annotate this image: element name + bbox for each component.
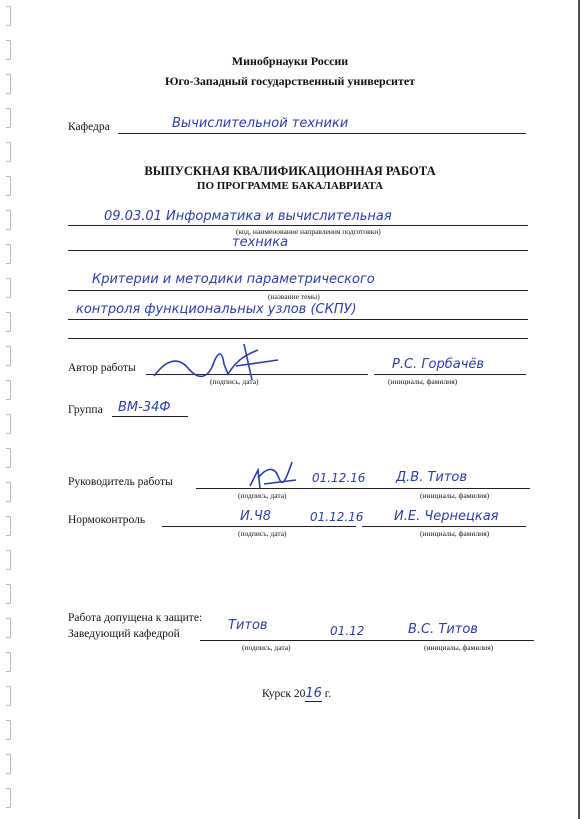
head-line: [200, 640, 534, 641]
head-name: В.С. Титов: [408, 622, 478, 637]
group-label: Группа: [68, 404, 103, 416]
head-signature: Титов: [228, 618, 268, 633]
footer-tail: г.: [321, 688, 332, 700]
footer-year: 16: [305, 686, 322, 701]
normcontrol-sign-caption: (подпись, дата): [238, 529, 287, 538]
supervisor-name-caption: (инициалы, фамилия): [420, 491, 490, 500]
binder-holes: [0, 0, 16, 819]
direction-value-2: техника: [232, 235, 289, 250]
direction-caption: (код, наименование направления подготовки): [236, 227, 381, 236]
topic-caption: (название темы): [268, 292, 320, 301]
normcontrol-name-caption: (инициалы, фамилия): [420, 529, 490, 538]
topic-value-1: Критерии и методики параметрического: [92, 272, 375, 287]
document-title: ВЫПУСКНАЯ КВАЛИФИКАЦИОННАЯ РАБОТА: [144, 164, 436, 178]
author-label: Автор работы: [68, 362, 136, 374]
normcontrol-name-line: [362, 526, 526, 527]
department-label: Кафедра: [68, 121, 110, 133]
department-value: Вычислительной техники: [172, 116, 349, 131]
university-title: Юго-Западный государственный университет: [164, 74, 416, 88]
supervisor-signature: [244, 456, 304, 496]
head-sign-caption: (подпись, дата): [242, 643, 291, 652]
author-name-line: [374, 374, 526, 375]
direction-line-2: [68, 250, 528, 251]
supervisor-date: 01.12.16: [312, 471, 366, 485]
footer-city: Курск 20: [262, 688, 306, 700]
supervisor-label: Руководитель работы: [68, 476, 173, 488]
normcontrol-date: 01.12.16: [310, 510, 364, 524]
normcontrol-signature: И.Ч8: [240, 509, 272, 524]
normcontrol-label: Нормоконтроль: [68, 514, 146, 526]
footer-place-year: [262, 686, 331, 701]
admission-label: Работа допущена к защите:: [68, 612, 203, 624]
topic-value-2: контроля функциональных узлов (СКПУ): [76, 302, 357, 317]
direction-line-1: [68, 225, 528, 226]
group-line: [112, 416, 188, 417]
document-subtitle: ПО ПРОГРАММЕ БАКАЛАВРИАТА: [196, 180, 384, 192]
ministry-title: Минобрнауки России: [231, 54, 349, 68]
topic-line-3: [68, 338, 528, 339]
normcontrol-name: И.Е. Чернецкая: [394, 509, 499, 524]
supervisor-name: Д.В. Титов: [396, 470, 468, 485]
normcontrol-sign-line: [162, 526, 356, 527]
author-sign-caption: (подпись, дата): [210, 377, 259, 386]
head-label: Заведующий кафедрой: [68, 628, 180, 640]
author-name: Р.С. Горбачёв: [392, 357, 485, 372]
supervisor-sign-caption: (подпись, дата): [238, 491, 287, 500]
head-name-caption: (инициалы, фамилия): [424, 643, 494, 652]
department-line: [118, 133, 526, 134]
direction-value-1: 09.03.01 Информатика и вычислительная: [104, 209, 392, 224]
topic-line-1: [68, 290, 528, 291]
group-value: ВМ-34Ф: [118, 400, 171, 415]
topic-line-2: [68, 319, 528, 320]
author-name-caption: (инициалы, фамилия): [388, 377, 458, 386]
head-date: 01.12: [330, 624, 365, 638]
